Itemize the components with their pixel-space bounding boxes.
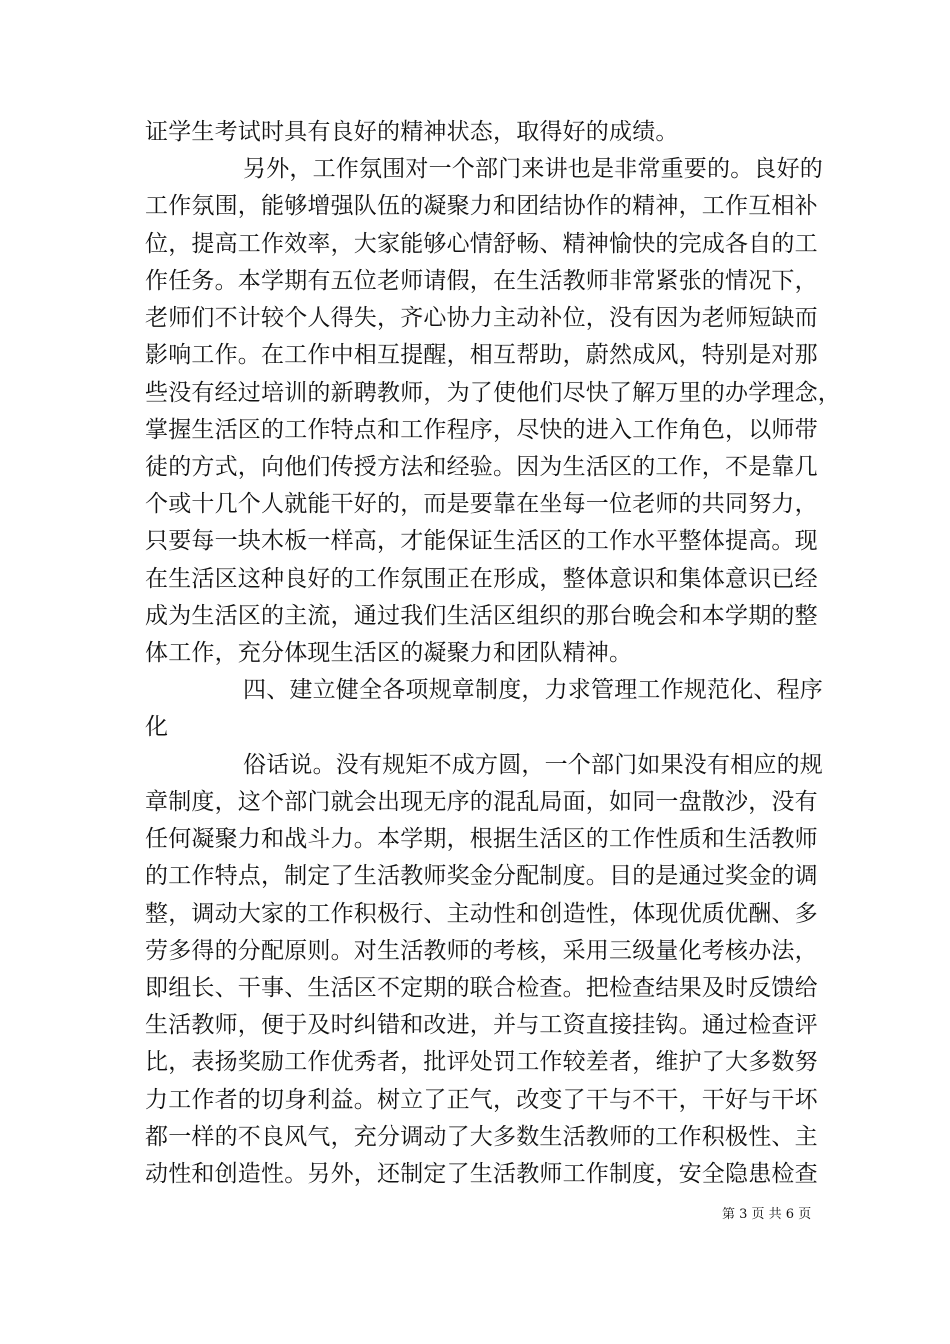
page-number-footer: 第 3 页 共 6 页 bbox=[722, 1207, 812, 1222]
text-line: 老师们不计较个人得失，齐心协力主动补位，没有因为老师短缺而 bbox=[145, 305, 818, 331]
text-line: 些没有经过培训的新聘教师，为了使他们尽快了解万里的办学理念， bbox=[145, 380, 841, 406]
text-line: 成为生活区的主流，通过我们生活区组织的那台晚会和本学期的整 bbox=[145, 603, 818, 629]
text-line: 作任务。本学期有五位老师请假，在生活教师非常紧张的情况下， bbox=[145, 268, 818, 294]
text-line: 掌握生活区的工作特点和工作程序，尽快的进入工作角色，以师带 bbox=[145, 417, 818, 443]
text-line: 即组长、干事、生活区不定期的联合检查。把检查结果及时反馈给 bbox=[145, 975, 818, 1001]
text-line: 体工作，充分体现生活区的凝聚力和团队精神。 bbox=[145, 640, 633, 666]
text-line: 动性和创造性。另外，还制定了生活教师工作制度，安全隐患检查 bbox=[145, 1161, 818, 1187]
text-line: 只要每一块木板一样高，才能保证生活区的工作水平整体提高。现 bbox=[145, 528, 818, 554]
text-line: 都一样的不良风气，充分调动了大多数生活教师的工作积极性、主 bbox=[145, 1124, 818, 1150]
text-line: 整，调动大家的工作积极行、主动性和创造性，体现优质优酬、多 bbox=[145, 901, 818, 927]
text-line: 劳多得的分配原则。对生活教师的考核，采用三级量化考核办法， bbox=[145, 938, 818, 964]
text-line: 章制度，这个部门就会出现无序的混乱局面，如同一盘散沙，没有 bbox=[145, 789, 818, 815]
text-line: 徒的方式，向他们传授方法和经验。因为生活区的工作，不是靠几 bbox=[145, 454, 818, 480]
text-line: 工作氛围，能够增强队伍的凝聚力和团结协作的精神，工作互相补 bbox=[145, 193, 818, 219]
paragraph-first-line: 另外，工作氛围对一个部门来讲也是非常重要的。良好的 bbox=[243, 156, 823, 182]
text-line: 力工作者的切身利益。树立了正气，改变了干与不干，干好与干坏 bbox=[145, 1087, 818, 1113]
paragraph-first-line: 俗话说。没有规矩不成方圆，一个部门如果没有相应的规 bbox=[243, 752, 823, 778]
text-line: 个或十几个人就能干好的，而是要靠在坐每一位老师的共同努力， bbox=[145, 491, 818, 517]
text-line: 任何凝聚力和战斗力。本学期，根据生活区的工作性质和生活教师 bbox=[145, 826, 818, 852]
section-heading: 四、建立健全各项规章制度，力求管理工作规范化、程序 bbox=[243, 677, 823, 703]
text-line: 影响工作。在工作中相互提醒，相互帮助，蔚然成风，特别是对那 bbox=[145, 342, 818, 368]
section-heading-continuation: 化 bbox=[145, 714, 169, 740]
text-line: 生活教师，便于及时纠错和改进，并与工资直接挂钩。通过检查评 bbox=[145, 1012, 818, 1038]
text-line: 在生活区这种良好的工作氛围正在形成，整体意识和集体意识已经 bbox=[145, 566, 818, 592]
text-line: 证学生考试时具有良好的精神状态，取得好的成绩。 bbox=[145, 119, 679, 145]
text-line: 位，提高工作效率，大家能够心情舒畅、精神愉快的完成各自的工 bbox=[145, 231, 818, 257]
text-line: 比，表扬奖励工作优秀者，批评处罚工作较差者，维护了大多数努 bbox=[145, 1049, 818, 1075]
text-line: 的工作特点，制定了生活教师奖金分配制度。目的是通过奖金的调 bbox=[145, 863, 818, 889]
